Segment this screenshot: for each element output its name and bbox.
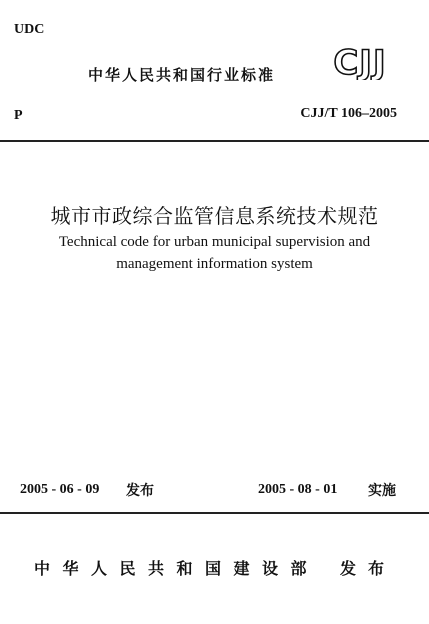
udc-label: UDC xyxy=(14,22,45,37)
issue-date: 2005 - 06 - 09 xyxy=(20,482,100,497)
title-chinese: 城市市政综合监管信息系统技术规范 xyxy=(50,204,379,228)
logo-text: CJJ xyxy=(333,43,387,80)
cjj-logo xyxy=(318,42,402,80)
effective-label: 实施 xyxy=(368,483,396,499)
bottom-divider xyxy=(0,512,429,514)
standard-number: CJJ/T 106–2005 xyxy=(300,106,397,121)
title-english-line-2: management information system xyxy=(116,256,313,272)
standard-category: 中华人民共和国行业标准 xyxy=(88,66,276,84)
title-english-line-1: Technical code for urban municipal supervision and xyxy=(58,234,371,250)
issue-label: 发布 xyxy=(126,483,154,499)
top-divider xyxy=(0,140,429,142)
issuing-action: 发布 xyxy=(340,559,397,578)
issuing-ministry: 中华人民共和国建设部 xyxy=(34,559,320,578)
p-code: P xyxy=(14,108,23,123)
effective-date: 2005 - 08 - 01 xyxy=(258,482,338,497)
